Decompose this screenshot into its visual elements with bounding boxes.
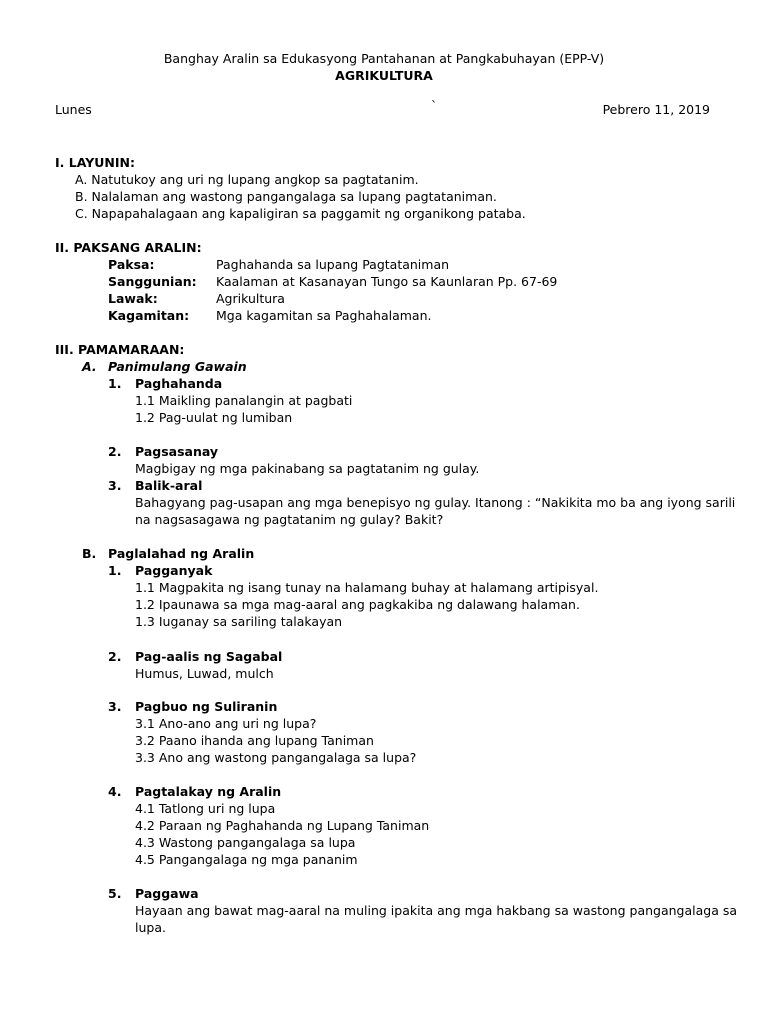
sanggunian-label: Sanggunian: bbox=[108, 274, 197, 289]
step-title-balik-aral: Balik-aral bbox=[135, 478, 203, 493]
step-line: 3.3 Ano ang wastong pangangalaga sa lupa? bbox=[135, 750, 417, 765]
step-title-paggawa: Paggawa bbox=[135, 886, 199, 901]
step-line: Magbigay ng mga pakinabang sa pagtatanim ng gulay. bbox=[135, 461, 480, 476]
step-number: 5. bbox=[108, 886, 122, 901]
step-line: 1.2 Pag-uulat ng lumiban bbox=[135, 410, 293, 425]
step-number: 3. bbox=[108, 699, 122, 714]
section-heading-layunin: I. LAYUNIN: bbox=[55, 155, 135, 170]
step-title-pagtalakay-ng-aralin: Pagtalakay ng Aralin bbox=[135, 784, 282, 799]
stray-mark: ` bbox=[431, 98, 438, 113]
step-line: 1.1 Maikling panalangin at pagbati bbox=[135, 393, 353, 408]
section-heading-paksang-aralin: II. PAKSANG ARALIN: bbox=[55, 240, 202, 255]
lawak-label: Lawak: bbox=[108, 291, 158, 306]
step-number: 2. bbox=[108, 444, 122, 459]
step-number: 3. bbox=[108, 478, 122, 493]
step-line: lupa. bbox=[135, 920, 166, 935]
step-title-pagsasanay: Pagsasanay bbox=[135, 444, 219, 459]
lawak-value: Agrikultura bbox=[216, 291, 285, 306]
step-title-pag-aalis-ng-sagabal: Pag-aalis ng Sagabal bbox=[135, 649, 283, 664]
kagamitan-label: Kagamitan: bbox=[108, 308, 190, 323]
subsection-letter-a: A. bbox=[82, 359, 97, 374]
step-number: 1. bbox=[108, 376, 122, 391]
step-line: 4.3 Wastong pangangalaga sa lupa bbox=[135, 835, 356, 850]
step-line: 3.2 Paano ihanda ang lupang Taniman bbox=[135, 733, 374, 748]
step-number: 1. bbox=[108, 563, 122, 578]
step-line: 1.3 Iuganay sa sariling talakayan bbox=[135, 614, 343, 629]
step-line: 3.1 Ano-ano ang uri ng lupa? bbox=[135, 716, 317, 731]
step-line: 1.2 Ipaunawa sa mga mag-aaral ang pagkakiba ng dalawang halaman. bbox=[135, 597, 580, 612]
subsection-title-paglalahad: Paglalahad ng Aralin bbox=[108, 546, 255, 561]
layunin-item: B. Nalalaman ang wastong pangangalaga sa lupang pagtataniman. bbox=[75, 189, 497, 204]
document-subtitle: AGRIKULTURA bbox=[335, 68, 433, 83]
kagamitan-value: Mga kagamitan sa Paghahalaman. bbox=[216, 308, 432, 323]
step-line: Hayaan ang bawat mag-aaral na muling ipakita ang mga hakbang sa wastong pangangalaga sa bbox=[135, 903, 738, 918]
step-line: Bahagyang pag-usapan ang mga benepisyo ng gulay. Itanong : “Nakikita mo ba ang iyong sarili bbox=[135, 495, 736, 510]
step-title-pagganyak: Pagganyak bbox=[135, 563, 213, 578]
step-number: 4. bbox=[108, 784, 122, 799]
step-line: Humus, Luwad, mulch bbox=[135, 666, 274, 681]
layunin-item: C. Napapahalagaan ang kapaligiran sa paggamit ng organikong pataba. bbox=[75, 206, 526, 221]
day-label: Lunes bbox=[55, 102, 92, 117]
step-title-pagbuo-ng-suliranin: Pagbuo ng Suliranin bbox=[135, 699, 278, 714]
document-title: Banghay Aralin sa Edukasyong Pantahanan at Pangkabuhayan (EPP-V) bbox=[163, 51, 605, 66]
sanggunian-value: Kaalaman at Kasanayan Tungo sa Kaunlaran Pp. 67-69 bbox=[216, 274, 558, 289]
subsection-title-panimulang-gawain: Panimulang Gawain bbox=[108, 359, 247, 374]
section-heading-pamamaraan: III. PAMAMARAAN: bbox=[55, 342, 185, 357]
step-line: 1.1 Magpakita ng isang tunay na halamang buhay at halamang artipisyal. bbox=[135, 580, 599, 595]
paksa-label: Paksa: bbox=[108, 257, 155, 272]
step-number: 2. bbox=[108, 649, 122, 664]
layunin-item: A. Natutukoy ang uri ng lupang angkop sa pagtatanim. bbox=[75, 172, 419, 187]
step-line: 4.1 Tatlong uri ng lupa bbox=[135, 801, 276, 816]
step-line: 4.5 Pangangalaga ng mga pananim bbox=[135, 852, 358, 867]
step-line: 4.2 Paraan ng Paghahanda ng Lupang Taniman bbox=[135, 818, 430, 833]
step-title-paghahanda: Paghahanda bbox=[135, 376, 223, 391]
subsection-letter-b: B. bbox=[82, 546, 97, 561]
paksa-value: Paghahanda sa lupang Pagtataniman bbox=[216, 257, 450, 272]
step-line: na nagsasagawa ng pagtatanim ng gulay? Bakit? bbox=[135, 512, 444, 527]
date-label: Pebrero 11, 2019 bbox=[602, 102, 710, 117]
